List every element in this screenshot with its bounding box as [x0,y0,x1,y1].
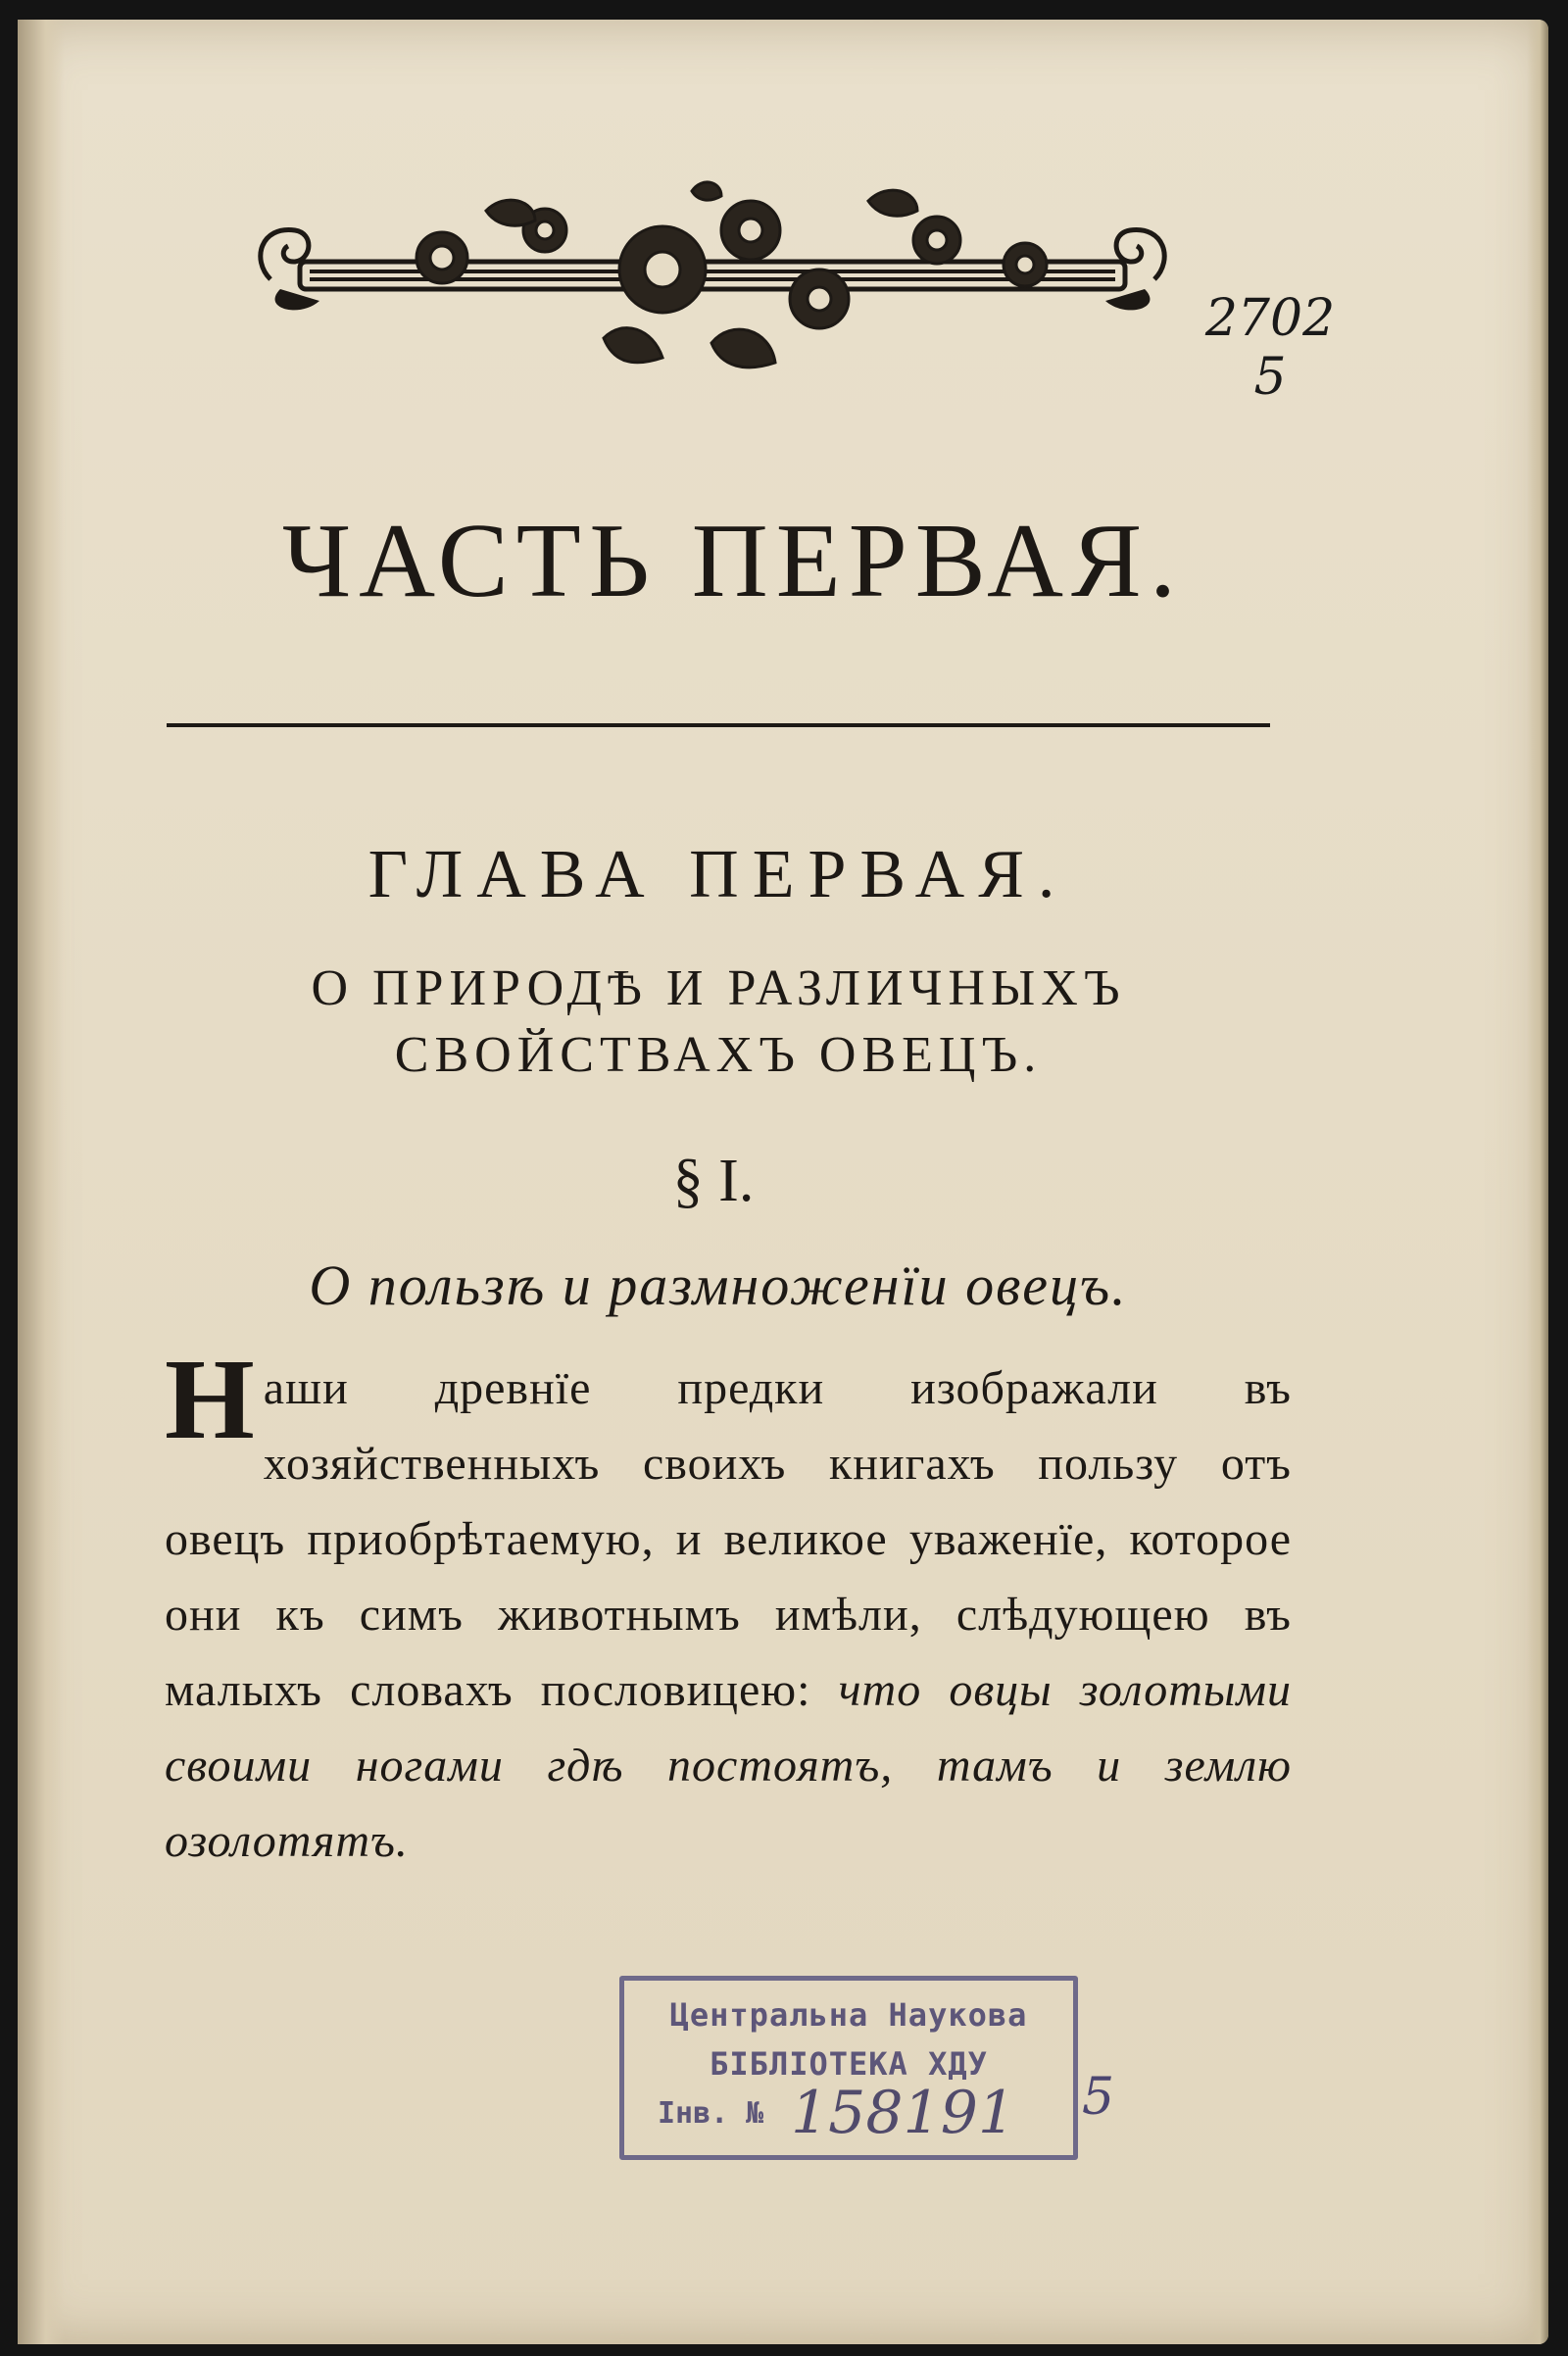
page-edge [1527,20,1548,2344]
horizontal-rule [167,723,1270,727]
section-mark: § I. [672,1148,755,1214]
drop-cap: Н [165,1335,256,1463]
part-title: ЧАСТЬ ПЕРВАЯ. [281,503,1185,619]
body-text: аши древнїе предки изображали въ хозяйственныхъ своихъ книгахъ пользу отъ овецъ приобрѣтаемую, и великое уваженїе, которое они къ симъ животнымъ имѣли, слѣдующею въ малыхъ словахъ пословицею: [165,1362,1292,1716]
stamp-inventory-label: Інв. № [658,2096,764,2131]
handwritten-shelf-mark [1192,289,1348,407]
stamp-line: Центральна Наукова [669,1996,1028,2034]
chapter-title: ГЛАВА ПЕРВАЯ. [368,837,1069,912]
chapter-subtitle-line: СВОЙСТВАХЪ ОВЕЦЪ. [394,1027,1043,1083]
proverb-text: что овцы золотыми своими ногами гдѣ постоятъ, тамъ и землю озолотятъ. [165,1664,1293,1867]
shelf-mark-line: 2702 [1204,289,1336,348]
library-stamp [619,1976,1078,2160]
book-page [18,20,1548,2344]
chapter-subtitle [155,956,1282,1089]
shelf-mark-line: 5 [1253,348,1287,407]
stamp-handwritten-suffix: 5 [1082,2068,1115,2127]
stamp-line: БІБЛІОТЕКА ХДУ [710,2045,988,2083]
floral-headpiece-ornament [241,172,1184,383]
chapter-subtitle-line: О ПРИРОДѢ И РАЗЛИЧНЫХЪ [311,960,1126,1016]
body-paragraph [165,1335,1293,1879]
stamp-inventory-number: 158191 [791,2079,1016,2147]
section-heading: О пользѣ и размноженїи овецъ. [309,1253,1128,1317]
